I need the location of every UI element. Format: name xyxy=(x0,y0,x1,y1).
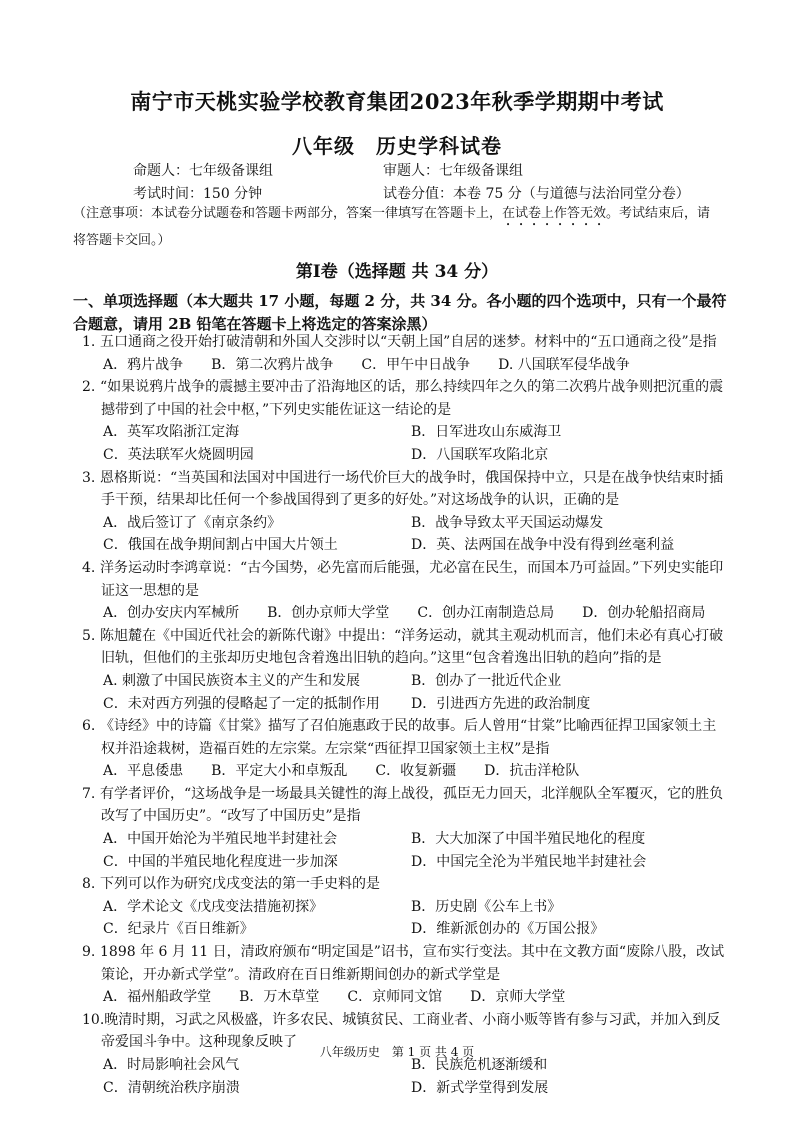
question-text: 陈旭麓在《中国近代社会的新陈代谢》中提出：“洋务运动，就其主观动机而言，他们未必有真心打破旧轨，但他们的主张却历史地包含着逸出旧轨的趋向。”这里“包含着逸出旧轨的趋向”指的是 xyxy=(100,627,724,667)
option-d: D．京师大学堂 xyxy=(470,989,566,1006)
section-title: 第Ⅰ卷（选择题 共 34 分） xyxy=(295,262,499,282)
notice-text-c: 。考试结束后，请将答题卡交回。） xyxy=(73,206,711,248)
question-stem xyxy=(73,715,728,760)
question-text: 五口通商之役开始打破清朝和外国人交涉时以“天朝上国”自居的迷梦。材料中的“五口通商之役”是指 xyxy=(100,334,717,350)
question-text: 晚清时期，习武之风极盛，许多农民、城镇贫民、工商业者、小商小贩等皆有参与习武，并加入到反帝爱国斗争中。这种现象反映了 xyxy=(101,1011,721,1051)
question-stem xyxy=(73,941,728,986)
question-stem xyxy=(73,783,728,828)
option-b: B．创办了一批近代企业 xyxy=(411,672,562,689)
question-stem xyxy=(73,625,728,670)
option-a: A．战后签订了《南京条约》 xyxy=(103,514,282,531)
question-item xyxy=(73,783,728,873)
question-number: 4. xyxy=(82,559,96,576)
notice-text-a: （注意事项：本试卷分试题卷和答题卡两部分，答案一律填写在答题卡上， xyxy=(73,206,503,221)
question-text: 《诗经》中的诗篇《甘棠》描写了召伯施惠政于民的故事。后人曾用“甘棠”比喻西征捍卫国家领土主权并沿途栽树，造福百姓的左宗棠。左宗棠“西征捍卫国家领土主权”是指 xyxy=(100,718,717,757)
question-stem xyxy=(73,331,728,354)
options-group xyxy=(73,602,728,625)
option-c: C．英法联军火烧圆明园 xyxy=(103,446,254,463)
question-stem xyxy=(73,376,728,421)
option-d: D．八国联军攻陷北京 xyxy=(411,446,549,463)
exam-time: 考试时间：150 分钟 xyxy=(133,186,263,202)
options-group xyxy=(73,1054,728,1099)
question-item xyxy=(73,376,728,466)
option-d: D．中国完全沦为半殖民地半封建社会 xyxy=(411,853,647,870)
question-number: 10. xyxy=(82,1011,105,1028)
option-c: C．俄国在战争期间割占中国大片领土 xyxy=(103,537,338,554)
options-group xyxy=(73,760,728,783)
notice-text-emphasis: 在试卷上作答无效 xyxy=(502,206,607,221)
question-text: “如果说鸦片战争的震撼主要冲击了沿海地区的话，那么持续四年之久的第二次鸦片战争则把沉重的震撼带到了中国的社会中枢，”下列史实能佐证这一结论的是 xyxy=(100,379,724,418)
option-d: D．新式学堂得到发展 xyxy=(411,1079,549,1096)
question-stem xyxy=(73,557,728,602)
option-b: B．民族危机逐渐缓和 xyxy=(411,1057,548,1073)
question-number: 3. xyxy=(82,469,96,486)
option-b: B．战争导致太平天国运动爆发 xyxy=(411,514,604,531)
option-d: D．创办轮船招商局 xyxy=(582,605,706,622)
options-group xyxy=(73,896,728,941)
option-a: A．鸦片战争 xyxy=(103,356,184,373)
option-b: B．历史剧《公车上书》 xyxy=(411,898,562,915)
options-group xyxy=(73,670,728,715)
option-a: A．学术论文《戊戌变法措施初探》 xyxy=(103,898,324,915)
option-c: C．收复新疆 xyxy=(375,763,457,780)
option-d: D．英、法两国在战争中没有得到丝毫利益 xyxy=(411,537,675,554)
option-c: C．清朝统治秩序崩溃 xyxy=(103,1079,240,1096)
option-a: A．中国开始沦为半殖民地半封建社会 xyxy=(103,831,338,848)
question-number: 5. xyxy=(82,627,96,644)
option-b: B．创办京师大学堂 xyxy=(267,605,390,622)
question-item xyxy=(73,625,728,715)
option-c: C．中国的半殖民地化程度进一步加深 xyxy=(103,853,338,870)
question-text: 1898 年 6 月 11 日，清政府颁布“明定国是”诏书，宣布实行变法。其中在文教方面“废除八股，改试策论，开办新式学堂”。清政府在百日维新期间创办的新式学堂是 xyxy=(100,944,725,983)
question-number: 2. xyxy=(82,379,96,396)
question-number: 7. xyxy=(82,785,96,802)
question-text: 下列可以作为研究戊戌变法的第一手史料的是 xyxy=(100,876,380,893)
page-footer: 八年级历史 第 1 页 共 4 页 xyxy=(319,1045,475,1059)
options-group xyxy=(73,354,728,377)
option-d: D. 八国联军侵华战争 xyxy=(498,356,630,373)
exam-notice xyxy=(73,202,723,253)
question-number: 9. xyxy=(82,944,96,961)
option-d: D．维新派创办的《万国公报》 xyxy=(411,921,605,938)
option-a: A．时局影响社会风气 xyxy=(103,1057,240,1073)
option-a: A．福州船政学堂 xyxy=(103,989,212,1006)
exam-subtitle: 八年级 历史学科试卷 xyxy=(292,134,502,158)
option-b: B．万木草堂 xyxy=(239,989,320,1006)
option-c: C．甲午中日战争 xyxy=(361,356,471,373)
option-a: A．创办安庆内军械所 xyxy=(103,605,240,622)
question-item xyxy=(73,557,728,625)
option-d: D．引进西方先进的政治制度 xyxy=(411,695,591,712)
question-item xyxy=(73,331,728,376)
options-group xyxy=(73,828,728,873)
question-text: 有学者评价，“这场战争是一场最具关键性的海上战役，孤臣无力回天，北洋舰队全军覆灭，它的胜负改写了中国历史”。“改写了中国历史”是指 xyxy=(100,785,724,825)
options-group xyxy=(73,421,728,466)
setter-info: 命题人：七年级备课组 xyxy=(133,163,273,179)
option-c: C．纪录片《百日维新》 xyxy=(103,921,254,938)
question-stem xyxy=(73,467,728,512)
option-b: B．平定大小和卓叛乱 xyxy=(211,763,348,780)
question-number: 1. xyxy=(82,334,96,350)
option-d: D．抗击洋枪队 xyxy=(484,763,580,780)
question-item xyxy=(73,873,728,941)
question-stem xyxy=(73,873,728,896)
option-b: B．第二次鸦片战争 xyxy=(211,356,334,373)
question-text: 恩格斯说：“当英国和法国对中国进行一场代价巨大的战争时，俄国保持中立，只是在战争快结束时插手干预，结果却比任何一个参战国得到了更多的好处。”对这场战争的认识，正确的是 xyxy=(100,469,724,509)
option-c: C．京师同文馆 xyxy=(347,989,443,1006)
question-number: 8. xyxy=(82,876,96,893)
options-group xyxy=(73,986,728,1009)
question-list xyxy=(73,331,728,1099)
option-c: C．创办江南制造总局 xyxy=(417,605,555,622)
question-text: 洋务运动时李鸿章说：“古今国势，必先富而后能强，尤必富在民生，而国本乃可益固。”下列史实能印证这一思想的是 xyxy=(100,559,724,599)
exam-score: 试卷分值：本卷 75 分（与道德与法治同堂分卷） xyxy=(383,186,690,202)
question-number: 6. xyxy=(82,718,96,735)
exam-title: 南宁市天桃实验学校教育集团2023年秋季学期期中考试 xyxy=(130,89,664,114)
question-item xyxy=(73,941,728,1009)
question-item xyxy=(73,467,728,557)
question-item xyxy=(73,715,728,783)
option-c: C．未对西方列强的侵略起了一定的抵制作用 xyxy=(103,695,380,712)
options-group xyxy=(73,512,728,557)
option-a: A. 刺激了中国民族资本主义的产生和发展 xyxy=(103,672,361,689)
option-b: B．大大加深了中国半殖民地化的程度 xyxy=(411,831,646,848)
option-a: A．平息倭患 xyxy=(103,763,184,780)
option-b: B．日军进攻山东威海卫 xyxy=(411,424,562,441)
option-a: A．英军攻陷浙江定海 xyxy=(103,424,240,441)
part-instructions: 一、单项选择题（本大题共 17 小题，每题 2 分，共 34 分。各小题的四个选项中，只有一个最符合题意，请用 2B 铅笔在答题卡上将选定的答案涂黑） xyxy=(73,292,727,333)
reviewer-info: 审题人：七年级备课组 xyxy=(383,163,523,179)
